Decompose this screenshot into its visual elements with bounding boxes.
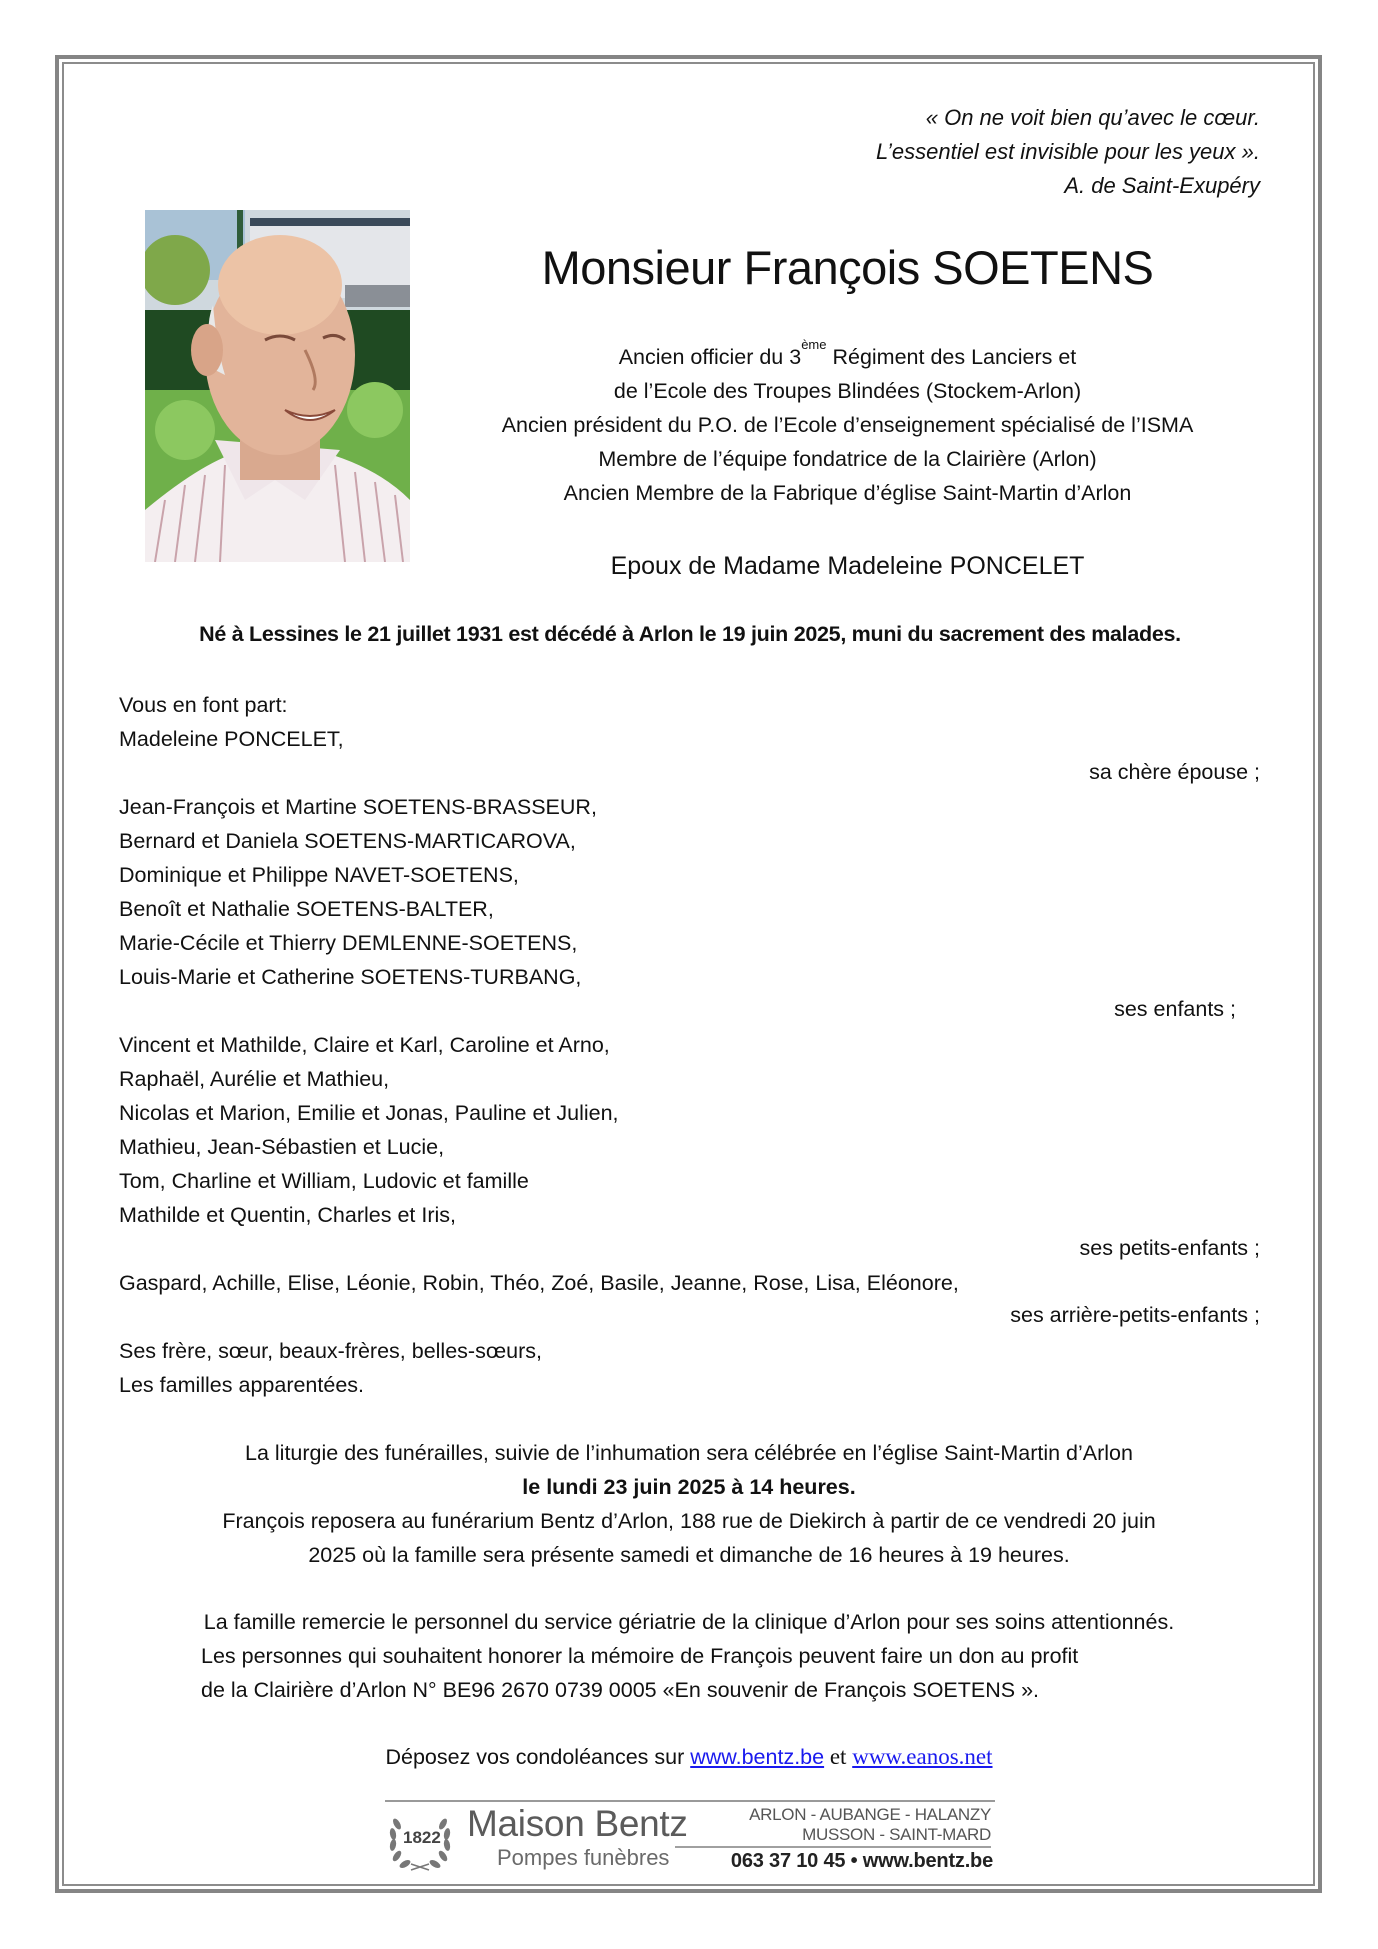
footer-top-rule (385, 1800, 995, 1802)
towns-line-1: ARLON - AUBANGE - HALANZY (749, 1805, 991, 1824)
role-line-1-superscript: ème (801, 337, 827, 352)
family-intro: Vous en font part: (119, 693, 288, 717)
grandchild-item: Vincent et Mathilde, Claire et Karl, Caroline et Arno, (119, 1033, 610, 1057)
birth-death-line: Né à Lessines le 21 juillet 1931 est décédé à Arlon le 19 juin 2025, muni du sacrement des malades. (199, 622, 1181, 646)
children-label: ses enfants ; (1114, 997, 1236, 1021)
condolences-line (90, 1740, 1288, 1774)
funeral-line-4: 2025 où la famille sera présente samedi et dimanche de 16 heures à 19 heures. (308, 1543, 1070, 1567)
great-grandchildren-label: ses arrière-petits-enfants ; (1010, 1303, 1260, 1327)
contact-line: 063 37 10 45 • www.bentz.be (730, 1850, 993, 1872)
grandchild-item: Tom, Charline et William, Ludovic et famille (119, 1169, 529, 1193)
child-item: Benoît et Nathalie SOETENS-BALTER, (119, 897, 494, 921)
role-line-3: Ancien président du P.O. de l’Ecole d’enseignement spécialisé de l’ISMA (501, 413, 1194, 437)
siblings-line: Ses frère, sœur, beaux-frères, belles-sœurs, (119, 1339, 542, 1363)
family-spouse: Madeleine PONCELET, (119, 727, 344, 751)
relatives-line: Les familles apparentées. (119, 1373, 365, 1397)
funeral-home-logo (385, 1800, 995, 1880)
deceased-name-title: Monsieur François SOETENS (541, 241, 1154, 294)
brand-name: Maison Bentz (467, 1803, 688, 1844)
towns-line-2: MUSSON - SAINT-MARD (802, 1825, 991, 1844)
role-line-4: Membre de l’équipe fondatrice de la Clairière (Arlon) (598, 447, 1097, 471)
great-grandchildren: Gaspard, Achille, Elise, Léonie, Robin, Théo, Zoé, Basile, Jeanne, Rose, Lisa, Eléonore, (119, 1271, 959, 1295)
footer-mid-rule (675, 1846, 991, 1848)
eanos-link[interactable]: www.eanos.net (852, 1744, 993, 1769)
grandchild-item: Mathilde et Quentin, Charles et Iris, (119, 1203, 456, 1227)
child-item: Louis-Marie et Catherine SOETENS-TURBANG, (119, 965, 582, 989)
child-item: Dominique et Philippe NAVET-SOETENS, (119, 863, 519, 887)
role-line-1 (430, 337, 1265, 374)
funeral-line-1: La liturgie des funérailles, suivie de l’inhumation sera célébrée en l’église Saint-Martin d’Arlon (245, 1441, 1133, 1465)
funeral-date: le lundi 23 juin 2025 à 14 heures. (522, 1475, 856, 1499)
bentz-link[interactable]: www.bentz.be (690, 1745, 825, 1769)
funeral-line-3: François reposera au funérarium Bentz d’Arlon, 188 rue de Diekirch à partir de ce vendredi 20 juin (222, 1509, 1156, 1533)
founding-year: 1822 (403, 1828, 441, 1847)
role-line-1-prefix: Ancien officier du 3 (618, 345, 802, 369)
quote-line-1: « On ne voit bien qu’avec le cœur. (925, 105, 1260, 130)
child-item: Bernard et Daniela SOETENS-MARTICAROVA, (119, 829, 576, 853)
brand-subtitle: Pompes funèbres (497, 1845, 670, 1870)
child-item: Marie-Cécile et Thierry DEMLENNE-SOETENS, (119, 931, 578, 955)
spouse-label: sa chère épouse ; (1089, 760, 1260, 784)
grandchild-item: Nicolas et Marion, Emilie et Jonas, Pauline et Julien, (119, 1101, 619, 1125)
role-line-1-suffix: Régiment des Lanciers et (826, 345, 1077, 369)
spouse-line: Epoux de Madame Madeleine PONCELET (610, 552, 1085, 580)
thanks-line-3: de la Clairière d’Arlon N° BE96 2670 0739 0005 «En souvenir de François SOETENS ». (201, 1678, 1040, 1702)
grandchild-item: Mathieu, Jean-Sébastien et Lucie, (119, 1135, 445, 1159)
quote-author: A. de Saint-Exupéry (1064, 173, 1260, 198)
grandchildren-label: ses petits-enfants ; (1079, 1236, 1260, 1260)
quote-line-2: L’essentiel est invisible pour les yeux ». (876, 139, 1260, 164)
thanks-line-1: La famille remercie le personnel du service gériatrie de la clinique d’Arlon pour ses soins attentionnés. (203, 1610, 1175, 1634)
grandchild-item: Raphaël, Aurélie et Mathieu, (119, 1067, 390, 1091)
child-item: Jean-François et Martine SOETENS-BRASSEUR, (119, 795, 597, 819)
condolences-prefix: Déposez vos condoléances sur (385, 1745, 691, 1769)
portrait-photo (145, 210, 410, 562)
thanks-line-2: Les personnes qui souhaitent honorer la mémoire de François peuvent faire un don au profit (201, 1644, 1079, 1668)
condolences-and: et (824, 1744, 853, 1769)
role-line-2: de l’Ecole des Troupes Blindées (Stockem-Arlon) (613, 379, 1082, 403)
role-line-5: Ancien Membre de la Fabrique d’église Saint-Martin d’Arlon (563, 481, 1132, 505)
